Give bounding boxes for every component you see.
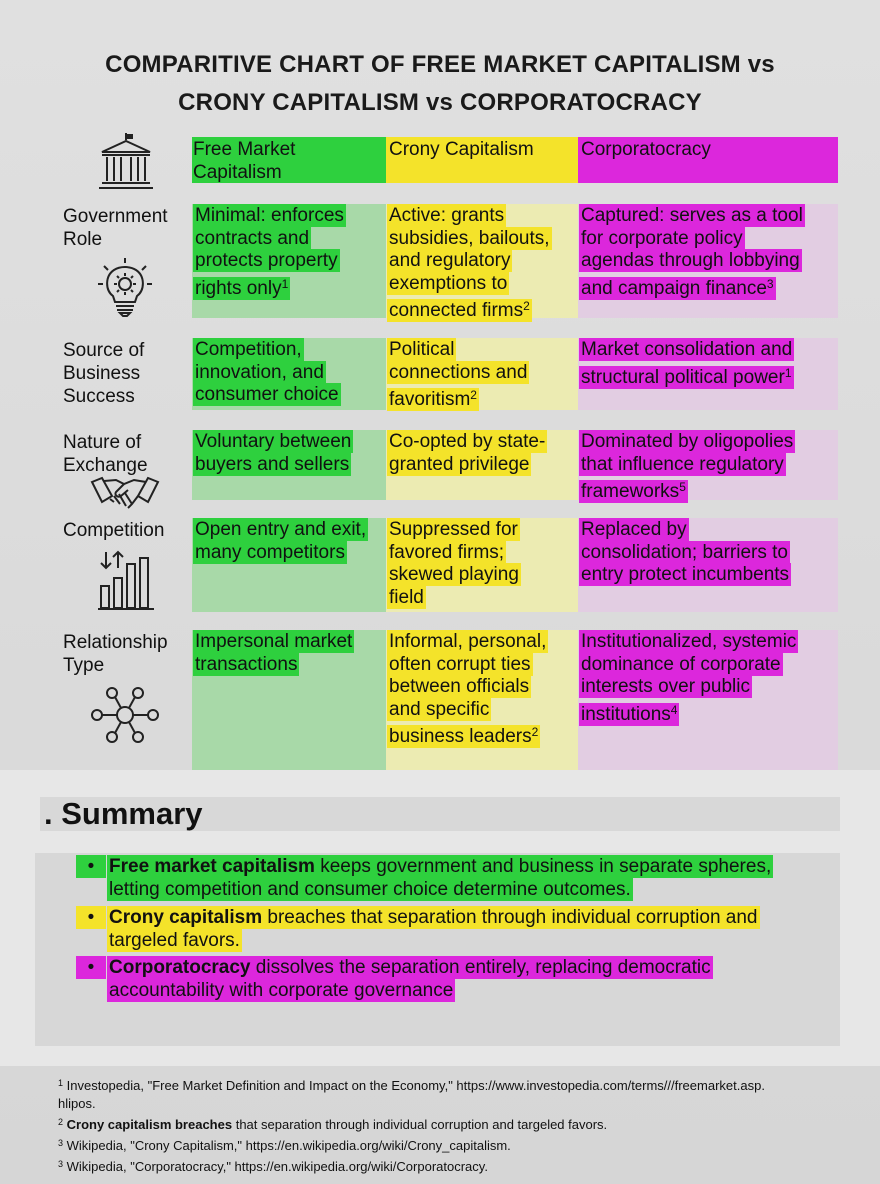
cell-line	[193, 228, 346, 251]
cell-line	[387, 676, 548, 699]
cell-line-text: Replaced by	[581, 519, 687, 540]
cell-line-text: dominance of corporate	[581, 653, 781, 675]
bullet-term: Free market capitalism	[109, 856, 315, 877]
bullet-term: Corporatocracy	[109, 957, 251, 978]
cell-line	[193, 384, 341, 407]
cell-line	[579, 339, 794, 362]
cell-line	[579, 631, 798, 654]
footnote-marker: 2	[470, 388, 477, 402]
bullet-description: breaches that separation through individual corruption and	[262, 907, 758, 928]
cell-line	[193, 273, 346, 301]
bullet-line-text	[107, 906, 760, 929]
cell-line	[387, 273, 552, 296]
bullet-description: targeled favors.	[109, 930, 240, 951]
row-label-line: Success	[63, 386, 135, 407]
cell-line-text: skewed playing	[389, 564, 519, 585]
cell-line	[387, 431, 547, 454]
cell-line	[193, 250, 346, 273]
cell-corporatocracy	[579, 631, 798, 726]
cell-line-text: field	[389, 586, 424, 608]
bullet-line-text	[107, 855, 773, 878]
cell-line	[387, 454, 547, 477]
bullet-line	[107, 956, 827, 979]
cell-line-text: protects property	[195, 250, 338, 271]
cell-line	[579, 519, 791, 542]
column-header-crony: Crony Capitalism	[389, 139, 534, 160]
cell-line-text: and specific	[389, 698, 490, 720]
cell-line	[387, 384, 529, 412]
footnote-text: Wikipedia, "Crony Capitalism," https://en.wikipedia.org/wiki/Crony_capitalism.	[63, 1138, 511, 1153]
cell-line	[579, 654, 798, 677]
bullet-description: accountability with corporate governance	[109, 980, 454, 1001]
row-label-line: Business	[63, 363, 141, 384]
cell-line	[387, 250, 552, 273]
footnote-marker: 2	[523, 299, 530, 313]
footnote-marker: 1	[281, 276, 289, 291]
summary-heading: . Summary	[44, 796, 203, 831]
bullet-line-text	[107, 878, 633, 901]
cell-line	[387, 564, 521, 587]
cell-line-text: entry protect incumbents	[581, 564, 790, 585]
bank-building-icon	[96, 132, 156, 192]
cell-line-text: rights only$^1$	[195, 276, 289, 299]
row-label-line: Role	[63, 229, 103, 250]
footnote-marker: 1	[784, 365, 792, 380]
row-label	[63, 205, 168, 251]
cell-free-market	[193, 631, 354, 676]
cell-corporatocracy	[579, 519, 791, 587]
cell-line	[193, 631, 354, 654]
cell-line-text: Open entry and exit,	[195, 519, 367, 540]
cell-line	[193, 519, 368, 542]
bullet-dot: •	[76, 855, 106, 878]
footnote	[58, 1113, 838, 1134]
footnote-text: that separation through individual corruption and targeled favors.	[232, 1117, 608, 1132]
cell-line-text: Suppressed for	[389, 519, 518, 540]
cell-line-text: institutions$^4$	[581, 702, 678, 725]
row-label-line: Competition	[63, 520, 165, 541]
cell-line	[579, 676, 798, 699]
row-label	[63, 339, 144, 408]
footnote-number: 3	[58, 1138, 64, 1148]
cell-line	[387, 519, 521, 542]
bullet-term: Crony capitalism	[109, 907, 263, 928]
bullet-dot: •	[76, 906, 106, 929]
cell-free-market	[193, 205, 346, 300]
cell-line-text: connections and	[389, 361, 528, 383]
cell-line	[579, 454, 795, 477]
page-title	[40, 46, 840, 122]
cell-line	[579, 476, 795, 504]
cell-line-text: Informal, personal,	[389, 631, 547, 652]
footnote-number: 2	[58, 1117, 64, 1127]
cell-crony	[387, 339, 529, 412]
bullet-text	[107, 906, 827, 952]
lightbulb-gear-icon	[96, 256, 154, 318]
cell-line-text: connected firms$^2$	[389, 299, 530, 321]
footnote	[58, 1074, 838, 1095]
cell-line-text: agendas through lobbying	[581, 250, 800, 271]
cell-line-text: and campaign finance$^3$	[581, 276, 774, 299]
footnote-marker: 3	[766, 276, 774, 291]
handshake-icon	[90, 472, 160, 516]
footnotes	[58, 1074, 838, 1176]
cell-line-text: Competition,	[195, 339, 302, 360]
cell-line-text: Co-opted by state-	[389, 431, 546, 452]
cell-line	[387, 699, 548, 722]
cell-line-text: structural political power$^1$	[581, 365, 792, 388]
footnote-text: hlipos.	[58, 1096, 96, 1111]
column-header-line: Free Market	[193, 139, 296, 160]
title-line-2: CRONY CAPITALISM vs CORPORATOCRACY	[178, 89, 702, 116]
cell-crony	[387, 519, 521, 609]
cell-line-text: contracts and	[195, 227, 310, 249]
column-header-line: Capitalism	[193, 161, 282, 183]
cell-line-text: Dominated by oligopolies	[581, 431, 794, 452]
cell-line-text: Active: grants	[389, 205, 505, 226]
network-nodes-icon	[90, 686, 160, 744]
cell-line-text: between officials	[389, 676, 530, 697]
cell-crony	[387, 431, 547, 476]
cell-line	[387, 587, 521, 610]
cell-free-market	[193, 431, 353, 476]
cell-line	[579, 362, 794, 390]
cell-line	[193, 362, 341, 385]
row-label-line: Government	[63, 206, 168, 227]
cell-line	[579, 431, 795, 454]
footnote-number: 3	[58, 1159, 64, 1169]
footnote-marker: 4	[670, 702, 678, 717]
bullet-description: dissolves the separation entirely, replacing democratic	[250, 957, 711, 978]
cell-crony	[387, 631, 548, 749]
cell-line-text: interests over public	[581, 676, 750, 697]
cell-line	[579, 228, 805, 251]
cell-line-text: many competitors	[195, 541, 345, 563]
cell-line-text: innovation, and	[195, 361, 324, 383]
bullet-dot: •	[76, 956, 106, 979]
footnote-text: Wikipedia, "Corporatocracy," https://en.wikipedia.org/wiki/Corporatocracy.	[63, 1159, 488, 1174]
cell-free-market	[193, 339, 341, 407]
footnote-text: Investopedia, "Free Market Definition and Impact on the Economy," https://www.investopedia.com/terms///freemarket.asp.	[63, 1078, 765, 1093]
cell-corporatocracy	[579, 339, 794, 389]
footnote-marker: 5	[679, 480, 686, 494]
cell-line	[193, 542, 368, 565]
cell-line	[193, 654, 354, 677]
row-label-line: Exchange	[63, 455, 148, 476]
cell-line	[579, 699, 798, 727]
cell-line-text: Market consolidation and	[581, 339, 793, 360]
cell-line-text: business leaders$^2$	[389, 725, 539, 747]
bar-chart-arrows-icon	[98, 550, 154, 610]
bullet-text	[107, 956, 827, 1002]
bullet-line-text	[107, 929, 242, 952]
cell-line	[579, 205, 805, 228]
cell-line-text: consumer choice	[195, 384, 339, 405]
bullet-description: letting competition and consumer choice determine outcomes.	[109, 879, 631, 900]
cell-line	[579, 250, 805, 273]
cell-line-text: frameworks$^5$	[581, 480, 686, 502]
cell-line-text: favoritism$^2$	[389, 388, 477, 410]
footnote-marker: 2	[531, 725, 539, 739]
footnote-number: 1	[58, 1078, 64, 1088]
cell-line-text: subsidies, bailouts,	[389, 227, 550, 249]
cell-line	[579, 273, 805, 301]
row-label-line: Nature of	[63, 432, 142, 453]
title-line-1: COMPARITIVE CHART OF FREE MARKET CAPITALISM vs	[105, 51, 775, 78]
bullet-line-text	[107, 979, 455, 1002]
cell-line	[387, 295, 552, 323]
footnote-bold: Crony capitalism breaches	[63, 1117, 233, 1132]
cell-line	[579, 564, 791, 587]
footnote	[58, 1155, 838, 1176]
bullet-description: keeps government and business in separate spheres,	[314, 856, 772, 877]
cell-line-text: consolidation; barriers to	[581, 541, 788, 563]
cell-corporatocracy	[579, 431, 795, 504]
cell-line	[387, 654, 548, 677]
cell-line-text: granted privilege	[389, 453, 530, 475]
cell-line-text: Captured: serves as a tool	[581, 205, 803, 226]
cell-crony	[387, 205, 552, 323]
cell-line-text: Political	[389, 339, 455, 360]
cell-line	[387, 631, 548, 654]
cell-line-text: Institutionalized, systemic	[581, 631, 797, 652]
cell-free-market	[193, 519, 368, 564]
cell-line-text: favored firms;	[389, 541, 505, 563]
cell-line-text: transactions	[195, 653, 298, 675]
cell-line	[193, 205, 346, 228]
cell-line	[193, 454, 353, 477]
cell-line-text: buyers and sellers	[195, 453, 350, 475]
cell-line	[193, 431, 353, 454]
cell-line	[193, 339, 341, 362]
row-label	[63, 431, 148, 477]
bullet-line	[107, 878, 827, 901]
cell-line	[387, 339, 529, 362]
cell-line	[387, 228, 552, 251]
cell-line-text: Minimal: enforces	[195, 205, 344, 226]
cell-line	[387, 205, 552, 228]
cell-line-text: Voluntary between	[195, 431, 352, 452]
cell-line-text: for corporate policy	[581, 227, 743, 249]
bullet-line-text	[107, 956, 713, 979]
bullet-text	[107, 855, 827, 901]
row-label	[63, 631, 168, 677]
bullet-line	[107, 855, 827, 878]
column-header-free-market	[193, 139, 295, 184]
cell-line-text: and regulatory	[389, 250, 511, 271]
row-label-line: Relationship	[63, 632, 168, 653]
cell-line	[387, 362, 529, 385]
cell-line	[579, 542, 791, 565]
cell-line-text: exemptions to	[389, 272, 508, 294]
row-label	[63, 519, 164, 542]
cell-line	[387, 542, 521, 565]
cell-line	[387, 721, 548, 749]
row-label-line: Source of	[63, 340, 145, 361]
bullet-line	[107, 929, 827, 952]
column-header-corporatocracy: Corporatocracy	[581, 139, 711, 160]
row-label-line: Type	[63, 655, 105, 676]
footnote	[58, 1134, 838, 1155]
cell-line-text: that influence regulatory	[581, 453, 784, 475]
bullet-line	[107, 906, 827, 929]
cell-corporatocracy	[579, 205, 805, 300]
cell-line-text: Impersonal market	[195, 631, 353, 652]
footnote	[58, 1095, 838, 1113]
cell-line-text: often corrupt ties	[389, 653, 531, 675]
bullet-line	[107, 979, 827, 1002]
